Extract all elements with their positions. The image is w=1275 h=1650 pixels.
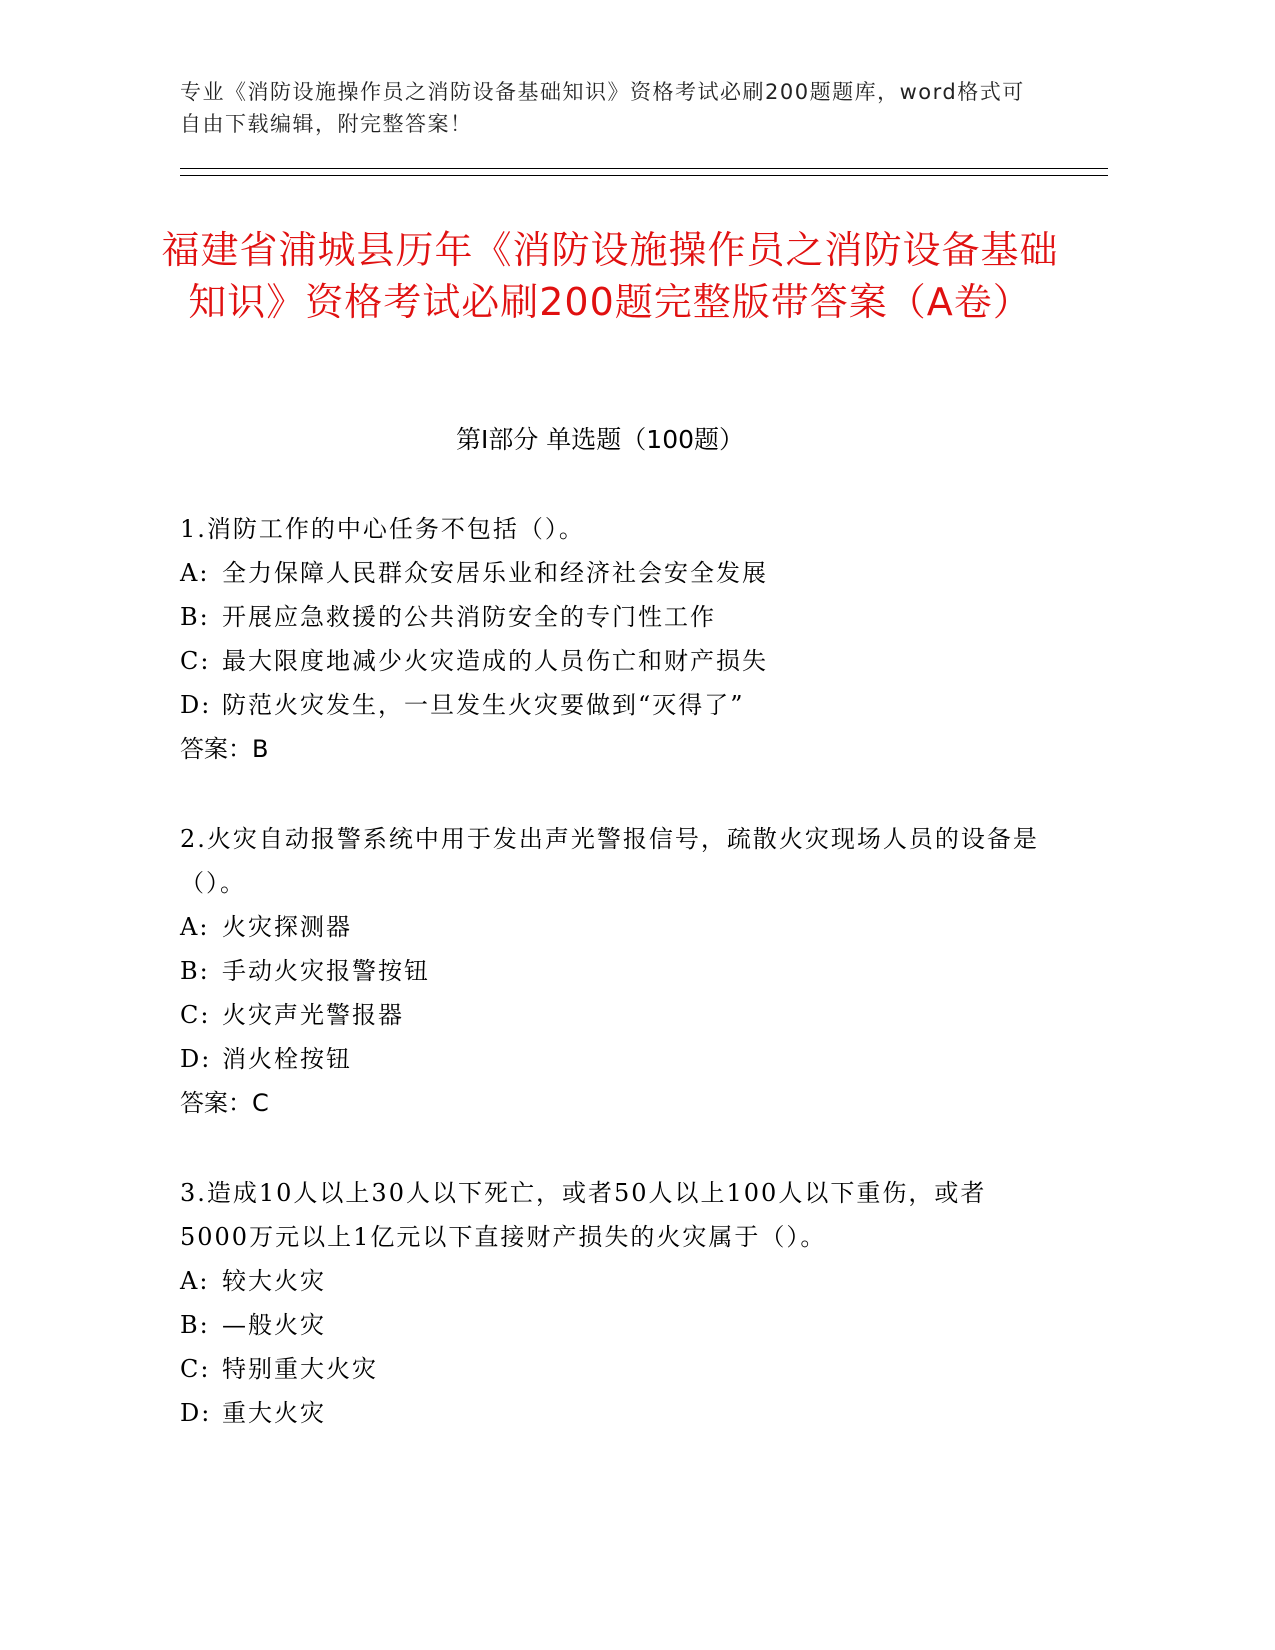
question-text: 1.消防工作的中心任务不包括（）。 xyxy=(180,515,585,543)
header-divider-top xyxy=(180,168,1108,169)
option-text: 重大火灾 xyxy=(222,1399,326,1427)
option-text: 火灾声光警报器 xyxy=(222,1001,404,1029)
option-b xyxy=(180,595,1040,639)
option-letter: D: xyxy=(180,691,212,719)
option-text: 火灾探测器 xyxy=(222,913,352,941)
option-letter: C: xyxy=(180,1001,211,1029)
option-text: 开展应急救援的公共消防安全的专门性工作 xyxy=(222,603,716,631)
answer-line: 答案：C xyxy=(180,1089,269,1117)
option-text: 较大火灾 xyxy=(222,1267,326,1295)
option-c xyxy=(180,993,1040,1037)
option-a xyxy=(180,905,1040,949)
option-b xyxy=(180,1303,1040,1347)
option-text: 特别重大火灾 xyxy=(222,1355,378,1383)
option-letter: C: xyxy=(180,647,211,675)
document-title: 福建省浦城县历年《消防设施操作员之消防设备基础知识》资格考试必刷200题完整版带答案（A卷） xyxy=(161,228,1059,324)
question-text: 2.火灾自动报警系统中用于发出声光警报信号，疏散火灾现场人员的设备是（）。 xyxy=(180,825,1039,897)
option-letter: B: xyxy=(180,603,210,631)
option-d xyxy=(180,683,1040,727)
option-text: —般火灾 xyxy=(222,1311,326,1339)
option-text: 防范火灾发生，一旦发生火灾要做到“灭得了” xyxy=(222,691,745,719)
header-note: 专业《消防设施操作员之消防设备基础知识》资格考试必刷200题题库，word格式可自由下载编辑，附完整答案！ xyxy=(180,80,1025,136)
header-divider-bottom xyxy=(180,175,1108,176)
option-letter: A: xyxy=(180,1267,210,1295)
option-letter: A: xyxy=(180,913,210,941)
answer-line: 答案：B xyxy=(180,735,269,763)
section-title: 第I部分 单选题（100题） xyxy=(455,425,745,454)
option-d xyxy=(180,1391,1040,1435)
option-b xyxy=(180,949,1040,993)
option-text: 手动火灾报警按钮 xyxy=(222,957,430,985)
option-c xyxy=(180,1347,1040,1391)
option-text: 消火栓按钮 xyxy=(222,1045,352,1073)
option-letter: B: xyxy=(180,957,210,985)
question-item xyxy=(180,817,1040,1125)
option-c xyxy=(180,639,1040,683)
question-item xyxy=(180,507,1040,771)
option-letter: D: xyxy=(180,1045,212,1073)
option-letter: D: xyxy=(180,1399,212,1427)
option-text: 最大限度地减少火灾造成的人员伤亡和财产损失 xyxy=(222,647,768,675)
option-letter: B: xyxy=(180,1311,210,1339)
option-d xyxy=(180,1037,1040,1081)
option-a xyxy=(180,1259,1040,1303)
option-text: 全力保障人民群众安居乐业和经济社会安全发展 xyxy=(222,559,768,587)
question-text: 3.造成10人以上30人以下死亡，或者50人以上100人以下重伤，或者5000万元以上1亿元以下直接财产损失的火灾属于（）。 xyxy=(180,1179,987,1251)
question-list xyxy=(180,507,1040,1481)
question-item xyxy=(180,1171,1040,1435)
option-a xyxy=(180,551,1040,595)
option-letter: C: xyxy=(180,1355,211,1383)
option-letter: A: xyxy=(180,559,210,587)
